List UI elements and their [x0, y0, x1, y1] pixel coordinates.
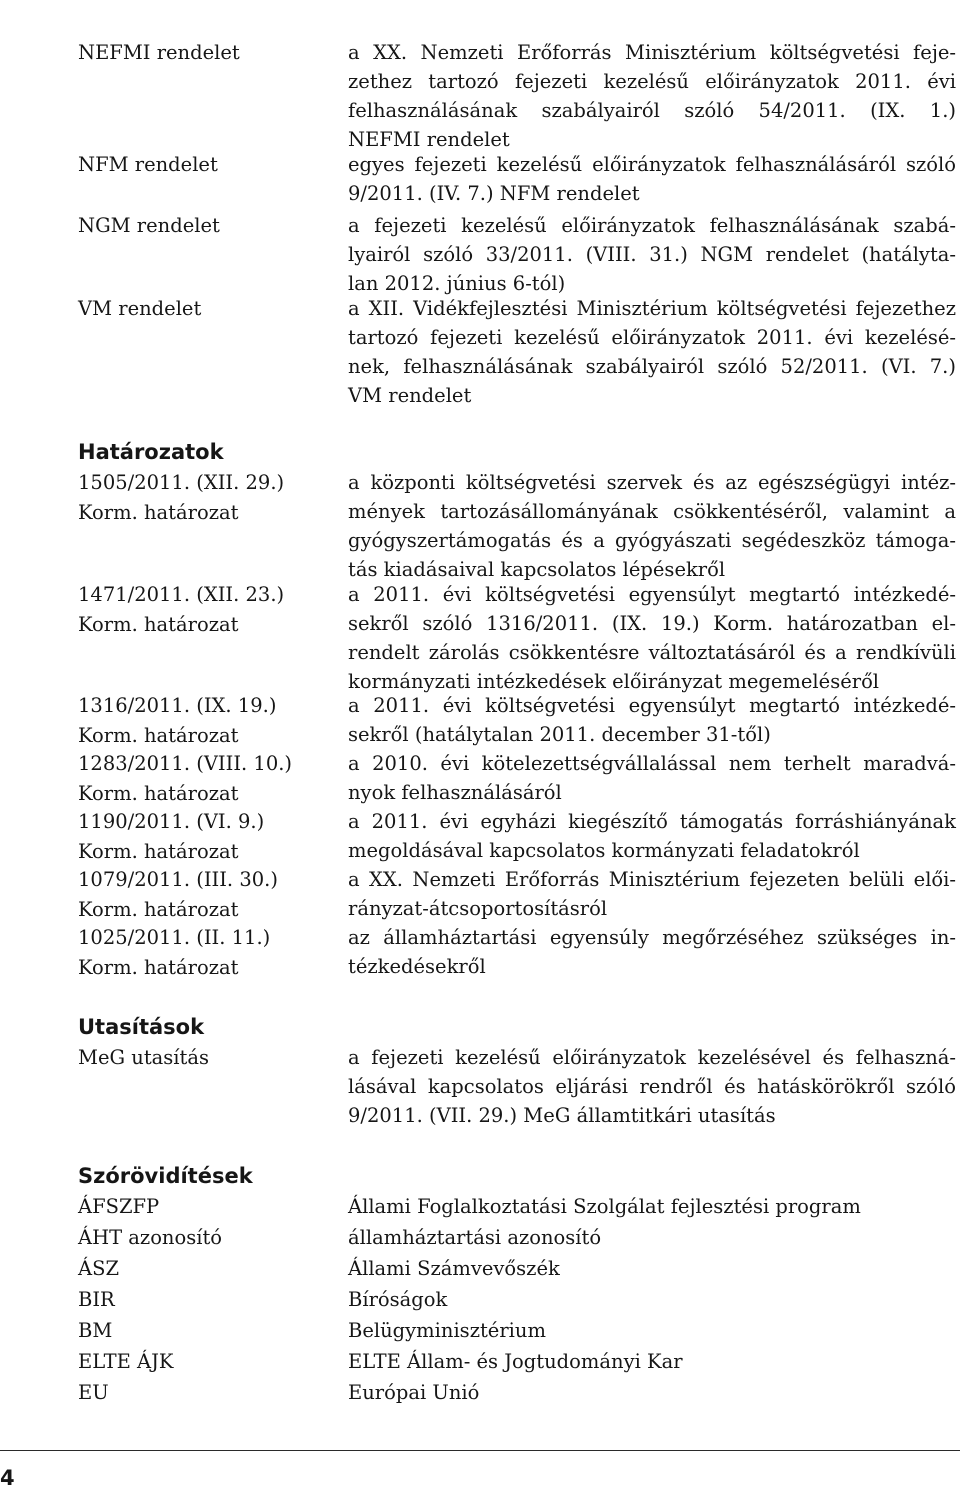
term-line: 1190/2011. (VI. 9.): [78, 810, 265, 833]
term-line: 1079/2011. (III. 30.): [78, 868, 278, 891]
term-line: Korm. határozat: [78, 612, 239, 636]
entry-definition: [348, 294, 956, 410]
section-heading-szorovid: Szórövidítések: [78, 1164, 253, 1188]
abbreviation-term: ÁSZ: [78, 1257, 119, 1280]
def-line: lan 2012. június 6-tól): [348, 272, 566, 295]
def-line: lyairól szóló 33/2011. (VIII. 31.) NGM rendelet (hatályta-: [348, 243, 956, 266]
entry-term: [78, 1043, 340, 1073]
abbreviation-row: [78, 1377, 958, 1408]
def-line: 9/2011. (VII. 29.) MeG államtitkári utasítás: [348, 1104, 776, 1127]
entry-term: [78, 691, 340, 750]
entry-definition: [348, 749, 956, 807]
def-line: sekről (hatálytalan 2011. december 31-től): [348, 723, 771, 746]
def-line: az államháztartási egyensúly megőrzéséhez szükséges in-: [348, 926, 956, 949]
def-line: sekről szóló 1316/2011. (IX. 19.) Korm. határozatban el-: [348, 612, 956, 635]
entry-term: [78, 865, 340, 924]
entry-definition: [348, 211, 956, 298]
entry-term: [78, 211, 340, 241]
entry-term: [78, 150, 340, 180]
abbreviation-term: ELTE ÁJK: [78, 1350, 174, 1373]
def-line: a 2011. évi költségvetési egyensúlyt megtartó intézkedé-: [348, 694, 956, 717]
entry-term: [78, 294, 340, 324]
abbreviation-definition: Állami Számvevőszék: [348, 1257, 560, 1280]
section-heading-utasitasok: Utasítások: [78, 1015, 205, 1039]
abbreviation-row: [78, 1222, 958, 1253]
abbreviation-row: [78, 1253, 958, 1284]
def-line: VM rendelet: [348, 384, 472, 407]
def-line: rendelt zárolás csökkentésre változtatásáról és a rendkívüli: [348, 641, 956, 664]
entry-definition: [348, 580, 956, 696]
abbreviation-term: EU: [78, 1381, 109, 1404]
abbreviation-definition: Állami Foglalkoztatási Szolgálat fejlesztési program: [348, 1195, 861, 1218]
term-line: Korm. határozat: [78, 839, 239, 863]
abbreviation-term: ÁFSZFP: [78, 1195, 160, 1218]
def-line: lásával kapcsolatos eljárási rendről és hatáskörökről szóló: [348, 1075, 956, 1098]
def-line: gyógyszertámogatás és a gyógyászati segédeszköz támoga-: [348, 529, 956, 552]
abbreviation-row: [78, 1315, 958, 1346]
entry-definition: [348, 38, 956, 154]
entry-definition: [348, 923, 956, 981]
def-line: a XX. Nemzeti Erőforrás Minisztérium fejezeten belüli elői-: [348, 868, 956, 891]
entry-term: [78, 749, 340, 808]
def-line: tás kiadásaival kapcsolatos lépésekről: [348, 558, 726, 581]
term-line: 1505/2011. (XII. 29.): [78, 471, 285, 494]
def-line: a XII. Vidékfejlesztési Minisztérium költségvetési fejezethez: [348, 297, 956, 320]
entry-definition: [348, 691, 956, 749]
term-line: 1316/2011. (IX. 19.): [78, 694, 277, 717]
entry-term: [78, 807, 340, 866]
abbreviation-row: [78, 1346, 958, 1377]
def-line: felhasználásának szabályairól szóló 54/2011. (IX. 1.): [348, 99, 956, 122]
term-line: MeG utasítás: [78, 1046, 210, 1069]
term-line: 1025/2011. (II. 11.): [78, 926, 271, 949]
def-line: a 2011. évi egyházi kiegészítő támogatás forráshiányának: [348, 810, 956, 833]
def-line: a központi költségvetési szervek és az egészségügyi intéz-: [348, 471, 956, 494]
def-line: a fejezeti kezelésű előirányzatok kezelésével és felhaszná-: [348, 1046, 956, 1069]
def-line: 9/2011. (IV. 7.) NFM rendelet: [348, 182, 640, 205]
term-line: VM rendelet: [78, 297, 202, 320]
entry-definition: [348, 807, 956, 865]
term-line: NFM rendelet: [78, 153, 218, 176]
abbreviation-definition: Európai Unió: [348, 1381, 480, 1404]
entry-term: [78, 580, 340, 639]
abbreviation-row: [78, 1191, 958, 1222]
abbreviation-term: BIR: [78, 1288, 115, 1311]
abbreviation-definition: ELTE Állam- és Jogtudományi Kar: [348, 1350, 683, 1373]
abbreviation-row: [78, 1284, 958, 1315]
abbreviation-definition: Belügyminisztérium: [348, 1319, 546, 1342]
entry-definition: [348, 1043, 956, 1130]
def-line: a XX. Nemzeti Erőforrás Minisztérium költségvetési feje-: [348, 41, 956, 64]
entry-definition: [348, 468, 956, 584]
def-line: zethez tartozó fejezeti kezelésű előirányzatok 2011. évi: [348, 70, 956, 93]
footer-divider: [0, 1450, 960, 1451]
entry-term: [78, 468, 340, 527]
entry-term: [78, 38, 340, 68]
term-line: Korm. határozat: [78, 781, 239, 805]
def-line: nyok felhasználásáról: [348, 781, 562, 804]
def-line: NEFMI rendelet: [348, 128, 510, 151]
def-line: a fejezeti kezelésű előirányzatok felhasználásának szabá-: [348, 214, 956, 237]
term-line: 1283/2011. (VIII. 10.): [78, 752, 293, 775]
page-number: 4: [0, 1466, 15, 1490]
section-heading-hatarozatok: Határozatok: [78, 440, 224, 464]
def-line: a 2011. évi költségvetési egyensúlyt megtartó intézkedé-: [348, 583, 956, 606]
abbreviation-term: BM: [78, 1319, 113, 1342]
abbreviation-term: ÁHT azonosító: [78, 1226, 223, 1249]
term-line: 1471/2011. (XII. 23.): [78, 583, 285, 606]
entry-definition: [348, 865, 956, 923]
def-line: megoldásával kapcsolatos kormányzati feladatokról: [348, 839, 860, 862]
entry-term: [78, 923, 340, 982]
term-line: Korm. határozat: [78, 897, 239, 921]
entry-definition: [348, 150, 956, 208]
def-line: tézkedésekről: [348, 955, 486, 978]
term-line: Korm. határozat: [78, 723, 239, 747]
abbreviation-definition: államháztartási azonosító: [348, 1226, 602, 1249]
term-line: NEFMI rendelet: [78, 41, 240, 64]
term-line: NGM rendelet: [78, 214, 220, 237]
def-line: mények tartozásállományának csökkentéséről, valamint a: [348, 500, 956, 523]
term-line: Korm. határozat: [78, 955, 239, 979]
def-line: tartozó fejezeti kezelésű előirányzatok 2011. évi kezelésé-: [348, 326, 956, 349]
def-line: kormányzati intézkedések előirányzat megemeléséről: [348, 670, 880, 693]
def-line: egyes fejezeti kezelésű előirányzatok felhasználásáról szóló: [348, 153, 956, 176]
def-line: rányzat-átcsoportosításról: [348, 897, 608, 920]
abbreviation-definition: Bíróságok: [348, 1288, 448, 1311]
def-line: a 2010. évi kötelezettségvállalással nem terhelt maradvá-: [348, 752, 956, 775]
term-line: Korm. határozat: [78, 500, 239, 524]
def-line: nek, felhasználásának szabályairól szóló 52/2011. (VI. 7.): [348, 355, 956, 378]
